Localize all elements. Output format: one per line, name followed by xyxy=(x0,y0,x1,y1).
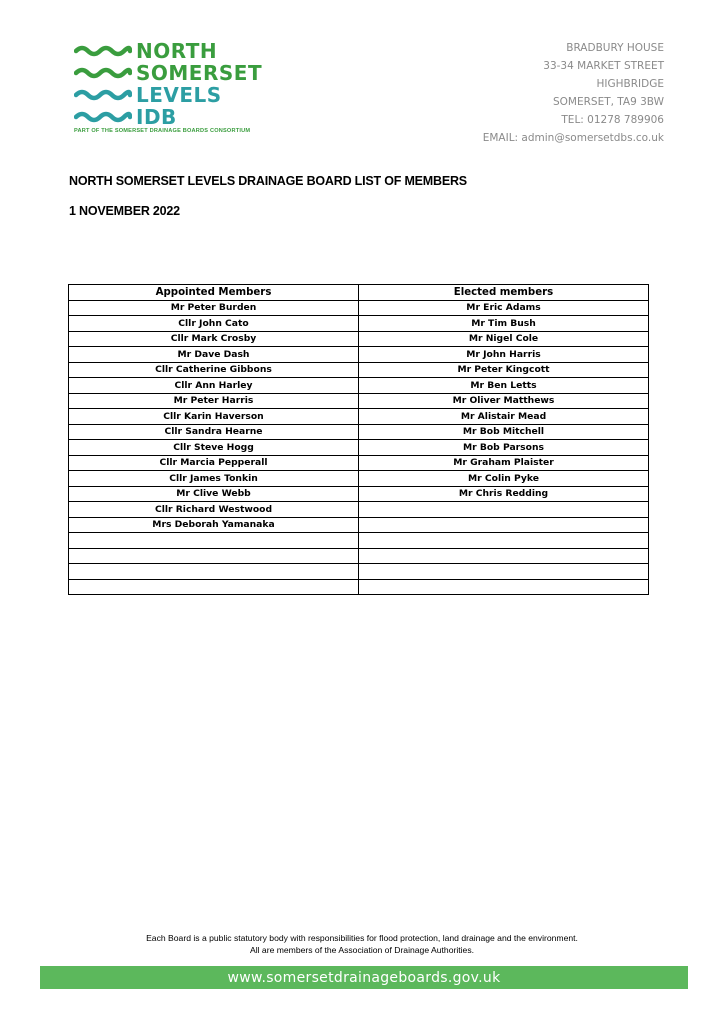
table-row xyxy=(69,579,649,595)
table-row xyxy=(69,409,649,425)
column-header-appointed: Appointed Members xyxy=(69,285,359,301)
appointed-member-cell: Mr Dave Dash xyxy=(69,347,359,363)
appointed-member-cell: Cllr James Tonkin xyxy=(69,471,359,487)
elected-member-cell xyxy=(359,517,649,533)
wave-icon xyxy=(74,110,132,124)
elected-member-cell xyxy=(359,548,649,564)
appointed-member-cell: Cllr Steve Hogg xyxy=(69,440,359,456)
footer-note-line: Each Board is a public statutory body with responsibilities for flood protection, land drainage and the environment. xyxy=(146,933,578,943)
address-line: 33-34 MARKET STREET xyxy=(543,59,664,72)
table-row xyxy=(69,300,649,316)
idb-logo xyxy=(74,40,274,140)
table-row xyxy=(69,347,649,363)
appointed-member-cell: Cllr Richard Westwood xyxy=(69,502,359,518)
elected-member-cell xyxy=(359,579,649,595)
logo-tagline: PART OF THE SOMERSET DRAINAGE BOARDS CONSORTIUM xyxy=(74,128,251,134)
elected-member-cell: Mr Colin Pyke xyxy=(359,471,649,487)
logo-word-levels: LEVELS xyxy=(136,83,222,107)
table-row xyxy=(69,316,649,332)
table-row xyxy=(69,564,649,580)
footer-note xyxy=(0,933,724,956)
address-line: SOMERSET, TA9 3BW xyxy=(553,95,664,108)
wave-icon xyxy=(74,88,132,102)
table-row xyxy=(69,331,649,347)
table-row xyxy=(69,362,649,378)
appointed-member-cell: Cllr Mark Crosby xyxy=(69,331,359,347)
appointed-member-cell: Cllr Ann Harley xyxy=(69,378,359,394)
elected-member-cell: Mr Bob Mitchell xyxy=(359,424,649,440)
appointed-member-cell: Mr Clive Webb xyxy=(69,486,359,502)
column-header-elected: Elected members xyxy=(359,285,649,301)
table-row xyxy=(69,440,649,456)
logo-row-4 xyxy=(74,106,177,128)
phone-line: TEL: 01278 789906 xyxy=(561,113,664,126)
elected-member-cell: Mr John Harris xyxy=(359,347,649,363)
members-table xyxy=(68,284,649,595)
wave-icon xyxy=(74,44,132,58)
elected-member-cell: Mr Ben Letts xyxy=(359,378,649,394)
elected-member-cell: Mr Nigel Cole xyxy=(359,331,649,347)
table-row xyxy=(69,393,649,409)
elected-member-cell xyxy=(359,564,649,580)
logo-word-somerset: SOMERSET xyxy=(136,61,263,85)
appointed-member-cell: Mr Peter Burden xyxy=(69,300,359,316)
appointed-member-cell xyxy=(69,533,359,549)
table-row xyxy=(69,455,649,471)
appointed-member-cell: Cllr Karin Haverson xyxy=(69,409,359,425)
appointed-member-cell: Cllr John Cato xyxy=(69,316,359,332)
appointed-member-cell: Cllr Marcia Pepperall xyxy=(69,455,359,471)
elected-member-cell xyxy=(359,502,649,518)
document-title: NORTH SOMERSET LEVELS DRAINAGE BOARD LIST OF MEMBERS xyxy=(69,174,467,188)
logo-word-north: NORTH xyxy=(136,39,218,63)
appointed-member-cell: Mr Peter Harris xyxy=(69,393,359,409)
appointed-member-cell: Mrs Deborah Yamanaka xyxy=(69,517,359,533)
wave-icon xyxy=(74,66,132,80)
elected-member-cell: Mr Peter Kingcott xyxy=(359,362,649,378)
elected-member-cell: Mr Bob Parsons xyxy=(359,440,649,456)
table-header-row xyxy=(69,285,649,301)
appointed-member-cell: Cllr Sandra Hearne xyxy=(69,424,359,440)
table-row xyxy=(69,517,649,533)
footer-bar xyxy=(40,966,688,989)
elected-member-cell xyxy=(359,533,649,549)
appointed-member-cell xyxy=(69,548,359,564)
elected-member-cell: Mr Alistair Mead xyxy=(359,409,649,425)
appointed-member-cell xyxy=(69,564,359,580)
elected-member-cell: Mr Tim Bush xyxy=(359,316,649,332)
logo-row-2 xyxy=(74,62,262,84)
members-table-body xyxy=(69,300,649,595)
address-line: BRADBURY HOUSE xyxy=(566,42,664,54)
table-row xyxy=(69,502,649,518)
address-block xyxy=(483,40,664,147)
logo-word-idb: IDB xyxy=(136,105,177,129)
elected-member-cell: Mr Chris Redding xyxy=(359,486,649,502)
address-line: HIGHBRIDGE xyxy=(596,77,664,90)
elected-member-cell: Mr Oliver Matthews xyxy=(359,393,649,409)
logo-row-3 xyxy=(74,84,222,106)
appointed-member-cell xyxy=(69,579,359,595)
elected-member-cell: Mr Graham Plaister xyxy=(359,455,649,471)
table-row xyxy=(69,378,649,394)
footer-note-line: All are members of the Association of Drainage Authorities. xyxy=(249,944,475,955)
logo-row-1 xyxy=(74,40,217,62)
table-row xyxy=(69,424,649,440)
document-date: 1 NOVEMBER 2022 xyxy=(69,204,180,218)
website-link[interactable]: www.somersetdrainageboards.gov.uk xyxy=(227,969,501,986)
table-row xyxy=(69,548,649,564)
table-row xyxy=(69,471,649,487)
email-line: EMAIL: admin@somersetdbs.co.uk xyxy=(482,131,664,144)
table-row xyxy=(69,486,649,502)
elected-member-cell: Mr Eric Adams xyxy=(359,300,649,316)
table-row xyxy=(69,533,649,549)
appointed-member-cell: Cllr Catherine Gibbons xyxy=(69,362,359,378)
